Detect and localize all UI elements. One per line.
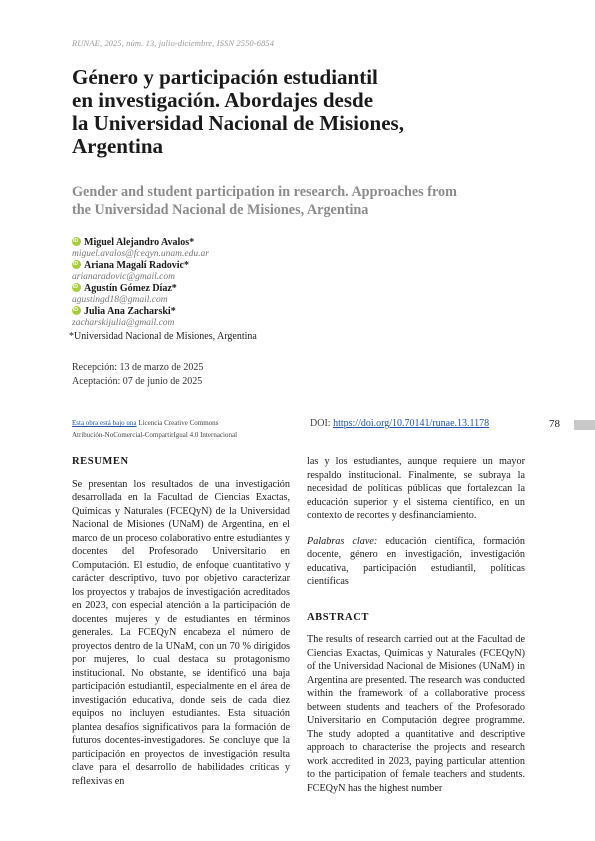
page-number: 78 — [549, 418, 560, 430]
journal-header: RUNAE, 2025, núm. 13, julio-diciembre, ISSN 2550-6854 — [72, 38, 275, 48]
right-column — [307, 455, 525, 804]
license-text: Atribución-NoComercial-CompartirIgual 4.0 Internacional — [72, 431, 238, 439]
page-tab-marker — [574, 420, 595, 430]
author-entry — [72, 306, 372, 318]
title-line: la Universidad Nacional de Misiones, — [72, 111, 404, 135]
license-link[interactable]: Esta obra está bajo una — [72, 419, 137, 427]
resumen-continuation: las y los estudiantes, aunque requiere un mayor respaldo institucional. Finalmente, se subraya la necesidad de políticas públicas que fortalezcan la educación superior y el sistema científico, en un contexto de recortes y desfinanciamiento. — [307, 456, 525, 521]
doi-link[interactable]: https://doi.org/10.70141/runae.13.1178 — [333, 418, 490, 429]
author-list — [69, 237, 372, 343]
accepted-date: Aceptación: 07 de junio de 2025 — [72, 376, 203, 387]
keywords — [307, 535, 525, 589]
received-date: Recepción: 13 de marzo de 2025 — [72, 362, 204, 373]
author-email[interactable]: zacharskijulia@gmail.com — [72, 317, 175, 328]
title-line: Argentina — [72, 134, 163, 158]
author-entry — [72, 237, 372, 249]
publication-dates — [72, 361, 203, 389]
doi-label: DOI: — [310, 418, 334, 429]
author-name: Agustín Gómez Díaz* — [84, 283, 177, 294]
affiliation: *Universidad Nacional de Misiones, Argentina — [69, 331, 257, 342]
abstract-heading: ABSTRACT — [307, 611, 369, 623]
license-note — [72, 417, 302, 441]
subtitle-line: Gender and student participation in research. Approaches from — [72, 184, 457, 200]
title-line: Género y participación estudiantil — [72, 65, 378, 89]
orcid-icon[interactable] — [72, 237, 81, 246]
resumen-body: Se presentan los resultados de una investigación desarrollada en la Facultad de Ciencias Exactas, Químicas y Naturales (FCEQyN) de la Universidad Nacional de Misiones (UNaM) de Argentina, en el marco de un proceso colaborativo entre estudiantes y docentes del Profesorado Universitario en Computación. El estudio, de enfoque cuantitativo y carácter descriptivo, tuvo por objetivo caracterizar los proyectos y trabajos de investigación acreditados en 2023, con especial atención a la participación de docentes mujeres y de estudiantes en términos generales. La FCEQyN encabeza el número de proyectos dentro de la UNaM, con un 70 % dirigidos por mujeres, lo cual destaca su protagonismo institucional. No obstante, se identificó una baja participación estudiantil, especialmente en el área de investigación educativa, donde seis de cada diez equipos no incluyen estudiantes. Esta situación plantea desafíos significativos para la formación de futuros docentes-investigadores. Se concluye que la participación en proyectos de investigación resulta clave para el desarrollo de habilidades críticas y reflexivas en — [72, 478, 290, 787]
author-entry — [72, 260, 372, 272]
article-title — [72, 66, 532, 158]
author-email[interactable]: miguel.avalos@fceqyn.unam.edu.ar — [72, 248, 209, 259]
license-text: Licencia Creative Commons — [136, 419, 219, 427]
orcid-icon[interactable] — [72, 283, 81, 292]
resumen-heading: RESUMEN — [72, 456, 129, 467]
title-line: en investigación. Abordajes desde — [72, 88, 374, 112]
abstract-body: The results of research carried out at the Facultad de Ciencias Exactas, Químicas y Naturales (FCEQyN) of the Universidad Nacional de Misiones (UNaM) in Argentina are presented. The research was conducted within the framework of a collaborative process between students and teachers of the Profesorado Universitario en Computación degree programme. The study adopted a quantitative and descriptive approach to characterise the projects and research work accredited in 2023, paying particular attention to the participation of female teachers and students. FCEQyN has the highest number — [307, 634, 525, 794]
left-column — [72, 455, 290, 797]
author-email[interactable]: arianaradovic@gmail.com — [72, 271, 175, 282]
author-name: Ariana Magalí Radovic* — [84, 260, 189, 271]
orcid-icon[interactable] — [72, 306, 81, 315]
author-name: Miguel Alejandro Avalos* — [84, 237, 195, 248]
subtitle-line: the Universidad Nacional de Misiones, Argentina — [72, 202, 369, 218]
doi — [310, 418, 489, 429]
author-entry — [72, 283, 372, 295]
keywords-text: educación científica, formación docente, género en investigación, investigación educativa, participación estudiantil, políticas científicas — [307, 535, 525, 587]
orcid-icon[interactable] — [72, 260, 81, 269]
keywords-label: Palabras clave: — [307, 535, 378, 547]
article-subtitle — [72, 183, 542, 219]
author-email[interactable]: agustingd18@gmail.com — [72, 294, 168, 305]
author-name: Julia Ana Zacharski* — [84, 306, 176, 317]
